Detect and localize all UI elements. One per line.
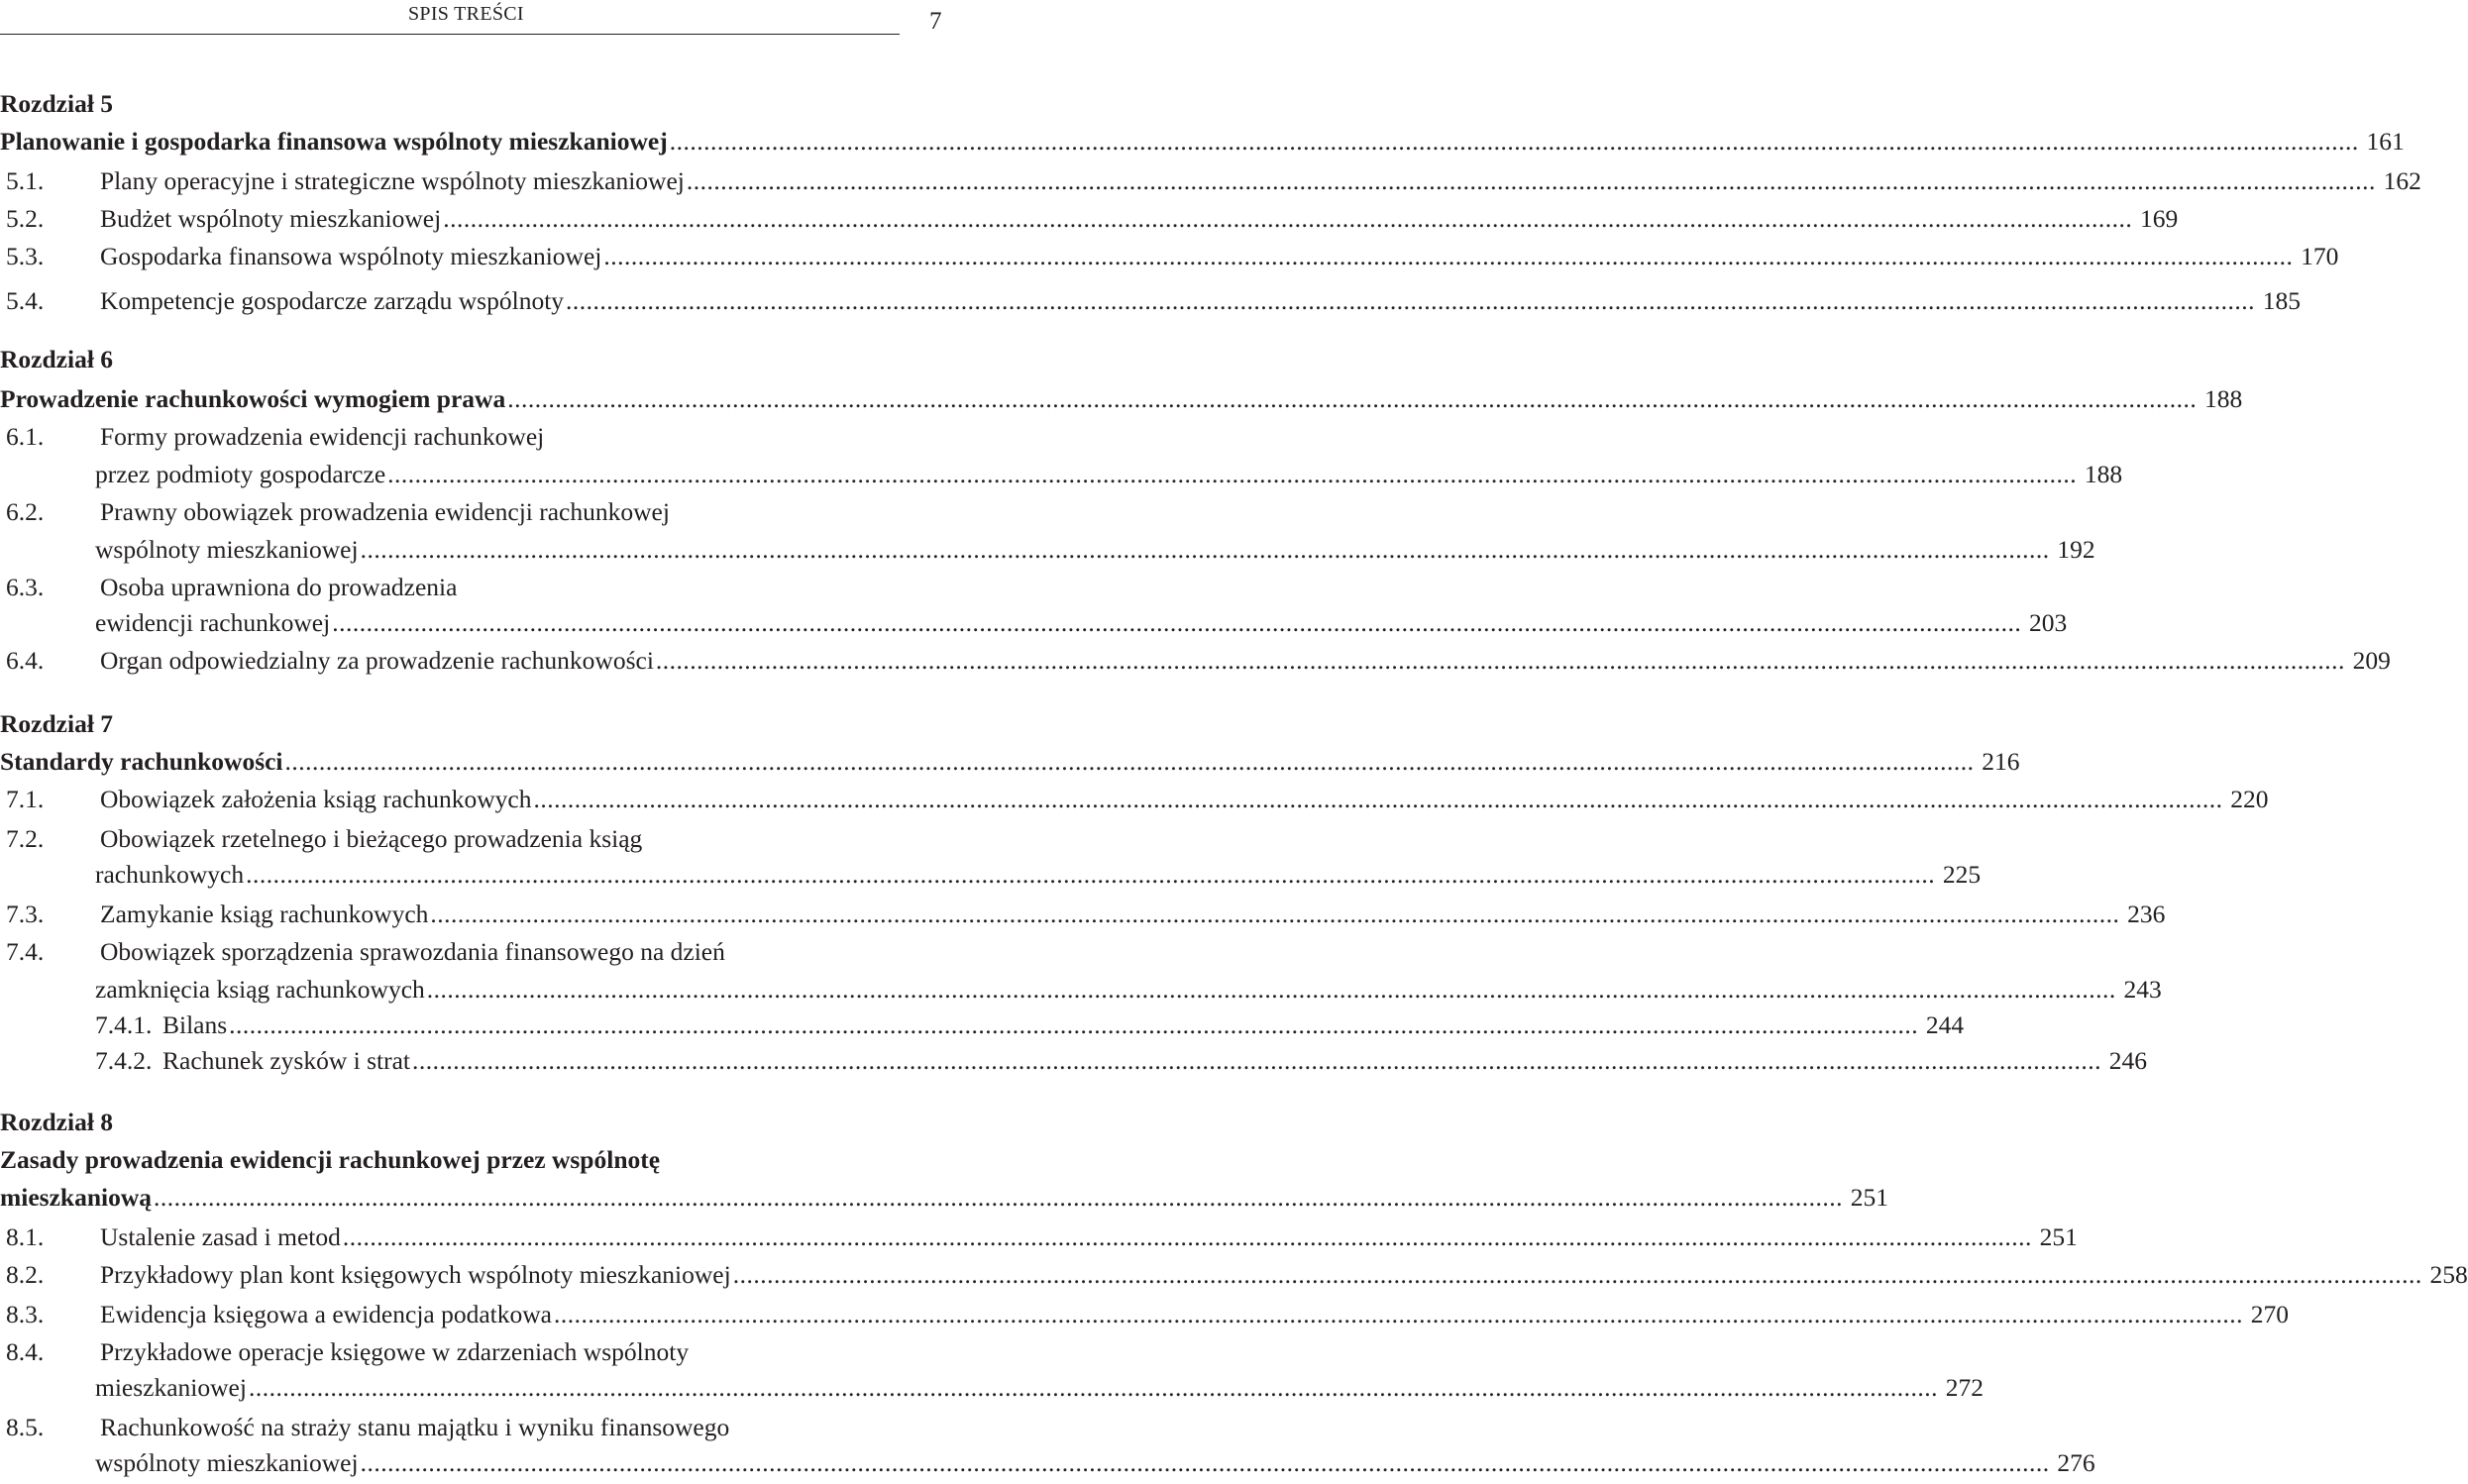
leader-dots	[554, 1298, 2243, 1331]
toc-entry-continuation[interactable]: ewidencji rachunkowej ..... 203	[0, 606, 1041, 640]
page-ref: 188	[2203, 384, 2243, 413]
toc-entry-chapter-continuation[interactable]: mieszkaniową ..... 251	[0, 1181, 946, 1215]
toc-entry[interactable]: 7.2. Obowiązek rzetelnego i bieżącego prowadzenia ksiąg	[6, 824, 643, 853]
toc-entry[interactable]: 5.3. Gospodarka finansowa wspólnoty mieszkaniowej ..... 170	[0, 240, 952, 273]
page-ref: 258	[2429, 1260, 2468, 1289]
leader-dots	[430, 898, 2119, 931]
leader-dots	[332, 606, 2021, 640]
page-ref: 162	[2383, 166, 2421, 195]
page-ref: 244	[1925, 1010, 1965, 1039]
page-ref: 203	[2028, 608, 2068, 637]
leader-dots	[533, 783, 2222, 816]
toc-entry-subsection[interactable]: 7.4.2. Rachunek zysków i strat ..... 246	[0, 1044, 1041, 1078]
page-ref: 276	[2057, 1448, 2095, 1477]
page-ref: 185	[2262, 286, 2302, 315]
toc-entry-chapter[interactable]: Standardy rachunkowości ..... 216	[0, 745, 946, 779]
toc-entry-chapter[interactable]: Planowanie i gospodarka finansowa wspólnoty mieszkaniowej ..... 161	[0, 125, 946, 159]
toc-entry[interactable]: 6.4. Organ odpowiedzialny za prowadzenie rachunkowości ..... 209	[0, 644, 952, 678]
chapter-label: Rozdział 6	[0, 345, 114, 373]
leader-dots	[656, 644, 2345, 678]
page-ref: 236	[2127, 900, 2166, 928]
toc-entry[interactable]: 6.3. Osoba uprawniona do prowadzenia	[6, 573, 458, 601]
leader-dots	[507, 382, 2197, 416]
toc-entry-continuation[interactable]: wspólnoty mieszkaniowej ..... 276	[0, 1446, 1041, 1480]
page-ref: 169	[2139, 204, 2179, 233]
toc-entry[interactable]: 8.4. Przykładowe operacje księgowe w zdarzeniach wspólnoty	[6, 1337, 690, 1366]
toc-entry[interactable]: 8.1. Ustalenie zasad i metod ..... 251	[0, 1220, 952, 1254]
page-ref: 246	[2108, 1046, 2147, 1075]
leader-dots	[361, 533, 2050, 567]
chapter-label: Rozdział 8	[0, 1108, 114, 1136]
toc-entry[interactable]: 8.3. Ewidencja księgowa a ewidencja podatkowa ..... 270	[0, 1298, 952, 1331]
running-head-title: SPIS TREŚCI	[408, 3, 524, 25]
toc-entry[interactable]: 5.1. Plany operacyjne i strategiczne wspólnoty mieszkaniowej ..... 162	[0, 164, 952, 198]
leader-dots	[427, 973, 2116, 1007]
page-ref: 251	[1850, 1183, 1888, 1212]
page-ref: 170	[2301, 242, 2339, 270]
leader-dots	[733, 1258, 2422, 1292]
page-ref: 243	[2123, 975, 2162, 1004]
toc-entry[interactable]: 7.3. Zamykanie ksiąg rachunkowych ..... 236	[0, 898, 952, 931]
leader-dots	[249, 1371, 1938, 1405]
toc-entry-chapter[interactable]: Zasady prowadzenia ewidencji rachunkowej przez wspólnotę	[0, 1145, 661, 1174]
toc-entry-chapter[interactable]: Prowadzenie rachunkowości wymogiem prawa ..... 188	[0, 382, 946, 416]
leader-dots	[443, 202, 2132, 236]
chapter-label: Rozdział 7	[0, 709, 114, 738]
leader-dots	[343, 1220, 2032, 1254]
toc-entry[interactable]: 5.2. Budżet wspólnoty mieszkaniowej ..... 169	[0, 202, 952, 236]
page-ref: 209	[2352, 646, 2391, 675]
leader-dots	[361, 1446, 2050, 1480]
toc-entry-continuation[interactable]: rachunkowych ..... 225	[0, 858, 1041, 892]
page-ref: 216	[1982, 747, 2020, 776]
toc-entry-continuation[interactable]: przez podmioty gospodarcze ..... 188	[0, 458, 1041, 491]
toc-entry[interactable]: 6.2. Prawny obowiązek prowadzenia ewidencji rachunkowej	[6, 497, 670, 526]
leader-dots	[387, 458, 2077, 491]
page-ref: 251	[2039, 1222, 2078, 1251]
page-ref: 270	[2250, 1300, 2289, 1328]
page-number: 7	[929, 8, 942, 35]
running-head	[0, 0, 951, 40]
chapter-label: Rozdział 5	[0, 89, 114, 118]
toc-entry-continuation[interactable]: zamknięcia ksiąg rachunkowych ..... 243	[0, 973, 1041, 1007]
leader-dots	[412, 1044, 2101, 1078]
toc-entry[interactable]: 7.4. Obowiązek sporządzenia sprawozdania finansowego na dzień	[6, 937, 725, 966]
page-ref: 192	[2057, 535, 2095, 564]
leader-dots	[687, 164, 2376, 198]
toc-entry-continuation[interactable]: wspólnoty mieszkaniowej ..... 192	[0, 533, 1041, 567]
toc-entry[interactable]: 5.4. Kompetencje gospodarcze zarządu wspólnoty ..... 185	[0, 284, 952, 318]
toc-entry-subsection[interactable]: 7.4.1. Bilans ..... 244	[0, 1008, 1041, 1042]
toc-entry[interactable]: 6.1. Formy prowadzenia ewidencji rachunkowej	[6, 422, 545, 451]
leader-dots	[229, 1008, 1918, 1042]
toc-entry[interactable]: 7.1. Obowiązek założenia ksiąg rachunkowych ..... 220	[0, 783, 952, 816]
page-ref: 220	[2230, 785, 2269, 813]
header-rule	[0, 34, 900, 35]
leader-dots	[603, 240, 2293, 273]
page-ref: 161	[2366, 127, 2405, 156]
toc-entry[interactable]: 8.5. Rachunkowość na straży stanu majątku i wyniku finansowego	[6, 1413, 730, 1441]
page-ref: 188	[2084, 460, 2123, 488]
page-ref: 225	[1942, 860, 1982, 889]
leader-dots	[285, 745, 1975, 779]
leader-dots	[154, 1181, 1843, 1215]
toc-entry[interactable]: 8.2. Przykładowy plan kont księgowych wspólnoty mieszkaniowej ..... 258	[0, 1258, 952, 1292]
leader-dots	[566, 284, 2255, 318]
toc-entry-continuation[interactable]: mieszkaniowej ..... 272	[0, 1371, 1041, 1405]
page-ref: 272	[1945, 1373, 1984, 1402]
leader-dots	[246, 858, 1935, 892]
leader-dots	[670, 125, 2359, 159]
